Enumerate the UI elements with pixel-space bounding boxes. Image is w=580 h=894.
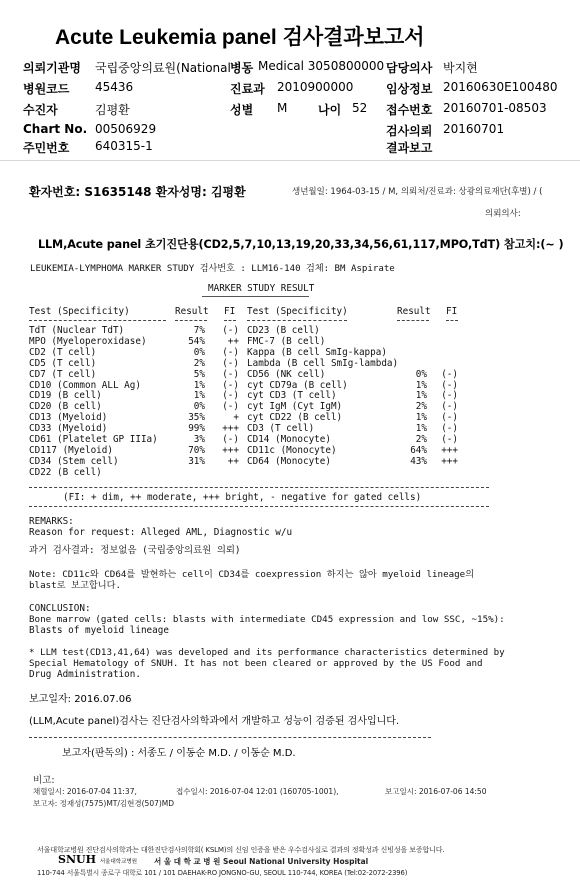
right-row-fi: (-) <box>441 423 458 435</box>
right-row-result: 64% <box>410 444 427 456</box>
value-requesting-institution: 국립중앙의료원(National <box>95 61 231 75</box>
right-row-test: cyt CD22 (B cell) <box>247 412 343 424</box>
signature-rule <box>29 737 431 738</box>
right-row-fi: (-) <box>441 401 458 413</box>
title-underline <box>202 296 309 297</box>
remarks-text: Reason for request: Alleged AML, Diagnostic w/u <box>29 527 293 538</box>
right-row-result: 1% <box>415 412 427 424</box>
left-row-result: 31% <box>188 455 205 467</box>
right-row-result: 0% <box>415 368 427 380</box>
table-bottom-rule <box>29 487 489 488</box>
label-result-report: 결과보고 <box>386 141 433 155</box>
value-patient: 김평환 <box>95 103 130 117</box>
label-requesting-institution: 의뢰기관명 <box>23 61 81 75</box>
left-row-result: 1% <box>193 379 205 391</box>
value-sex: M <box>277 101 288 115</box>
right-row-test: CD14 (Monocyte) <box>247 434 331 445</box>
right-row-test: CD64 (Monocyte) <box>247 455 331 467</box>
doctor-meta: 의뢰의사: <box>485 209 521 219</box>
left-row-fi: (-) <box>222 434 239 445</box>
right-row-result: 43% <box>410 455 427 467</box>
value-request-date: 20160701 <box>443 122 505 136</box>
label-receipt-no: 접수번호 <box>386 103 433 117</box>
right-row-test: cyt CD79a (B cell) <box>247 379 348 391</box>
left-row-result: 3% <box>193 434 205 445</box>
reporters: 보고자(판독의) : 서종도 / 이동순 M.D. / 이동순 M.D. <box>62 748 296 759</box>
left-row-fi: (-) <box>222 325 239 336</box>
left-row-fi: (-) <box>222 357 239 369</box>
left-row-test: CD5 (T cell) <box>29 357 97 369</box>
remarks-bigo: 비고: <box>33 775 55 786</box>
legend-rule <box>29 506 489 507</box>
left-row-test: CD7 (T cell) <box>29 368 97 380</box>
left-row-fi: (-) <box>222 346 239 358</box>
left-row-test: CD19 (B cell) <box>29 390 102 402</box>
underline-result-right <box>397 320 429 321</box>
left-row-result: 0% <box>193 401 205 413</box>
receipt-time: 접수일시: 2016-07-04 12:01 (160705-1001), <box>176 787 339 796</box>
value-department: 2010900000 <box>277 80 354 94</box>
page-title: Acute Leukemia panel 검사결과보고서 <box>55 26 425 49</box>
left-row-test: CD22 (B cell) <box>29 466 102 478</box>
left-row-result: 5% <box>193 368 205 380</box>
snuh-logo-subtext: 서울대학교병원 <box>99 859 138 865</box>
right-row-result: 1% <box>415 390 427 402</box>
underline-fi-right <box>446 320 458 321</box>
value-chart-no: 00506929 <box>95 122 157 136</box>
left-row-result: 7% <box>193 325 205 336</box>
right-row-fi: (-) <box>441 390 458 402</box>
left-row-fi: +++ <box>222 423 239 435</box>
left-row-result: 0% <box>193 346 205 358</box>
underline-test-right <box>247 320 347 321</box>
underline-test-left <box>29 320 166 321</box>
value-ward: Medical 3050800000 <box>258 59 385 73</box>
col-result-left: Result <box>175 306 209 317</box>
left-row-fi: ++ <box>227 335 239 347</box>
left-row-test: CD13 (Myeloid) <box>29 412 108 424</box>
left-row-test: MPO (Myeloperoxidase) <box>29 335 147 347</box>
result-title: MARKER STUDY RESULT <box>208 283 315 294</box>
right-row-fi: (-) <box>441 379 458 391</box>
left-row-test: CD33 (Myeloid) <box>29 423 108 435</box>
right-row-test: cyt IgM (Cyt IgM) <box>247 401 343 413</box>
underline-fi-left <box>224 320 236 321</box>
remarks-label: REMARKS: <box>29 516 74 527</box>
right-row-fi: (-) <box>441 368 458 380</box>
col-test-left: Test (Specificity) <box>29 306 130 317</box>
note-line-1: Note: CD11c와 CD64를 발현하는 cell이 CD34를 coexpression 하지는 않아 myeloid lineage의 <box>29 569 475 580</box>
hospital-address: 110-744 서울특별시 종로구 대학로 101 / 101 DAEHAK-RO JONGNO-GU, SEOUL 110-744, KOREA (Tel:02-2072-2396) <box>37 869 408 877</box>
right-row-result: 2% <box>415 401 427 413</box>
disclaimer-line-2: Special Hematology of SNUH. It has not been cleared or approved by the US Food and <box>29 658 483 669</box>
left-row-fi: (-) <box>222 401 239 413</box>
right-row-test: CD23 (B cell) <box>247 325 320 336</box>
label-clinical-info: 임상정보 <box>386 82 433 96</box>
right-row-result: 2% <box>415 434 427 445</box>
footer-certification: 서울대학교병원 진단검사의학과는 대한진단검사의학회( KSLM)의 신임 인증을 받은 우수검사실로 결과의 정확성과 신빙성을 보증합니다. <box>37 845 445 854</box>
note-line-2: blast로 보고합니다. <box>29 580 121 591</box>
conclusion-line-2: Blasts of myeloid lineage <box>29 625 169 636</box>
label-patient: 수진자 <box>23 103 58 117</box>
study-line: LEUKEMIA-LYMPHOMA MARKER STUDY 검사번호 : LLM16-140 검체: BM Aspirate <box>30 264 395 274</box>
value-receipt-no: 20160701-08503 <box>443 101 547 115</box>
right-row-test: Kappa (B cell SmIg-kappa) <box>247 346 387 358</box>
value-age: 52 <box>352 101 368 115</box>
right-row-test: cyt CD3 (T cell) <box>247 390 337 402</box>
right-row-fi: +++ <box>441 455 458 467</box>
reporter-ids: 보고자: 정재성(7575)MT/김현경(507)MD <box>33 799 175 808</box>
label-resident-no: 주민번호 <box>23 141 70 155</box>
value-hospital-code: 45436 <box>95 80 134 94</box>
left-row-result: 35% <box>188 412 205 424</box>
patient-line: 환자번호: S1635148 환자성명: 김평환 <box>29 185 246 199</box>
snuh-logo <box>58 853 137 866</box>
panel-title: LLM,Acute panel 초기진단용(CD2,5,7,10,13,19,20,33,34,56,61,117,MPO,TdT) 참고치:(~ ) <box>38 238 564 251</box>
label-age: 나이 <box>318 103 342 117</box>
left-row-test: CD117 (Myeloid) <box>29 444 113 456</box>
left-row-result: 99% <box>188 423 205 435</box>
disclaimer-line-3: Drug Administration. <box>29 669 141 680</box>
disclaimer-line-1: * LLM test(CD13,41,64) was developed and its performance characteristics determined by <box>29 647 505 658</box>
col-fi-right: FI <box>446 306 458 317</box>
reported-time: 보고일시: 2016-07-06 14:50 <box>385 787 487 796</box>
col-fi-left: FI <box>224 306 236 317</box>
value-doctor: 박지현 <box>443 61 478 75</box>
left-row-result: 54% <box>188 335 205 347</box>
underline-result-left <box>175 320 207 321</box>
left-row-test: CD2 (T cell) <box>29 346 97 358</box>
left-row-fi: + <box>233 412 239 424</box>
left-row-result: 70% <box>188 444 205 456</box>
patient-meta: 생년월일: 1964-03-15 / M, 의뢰처/진료과: 상광의료재단(후별) / ( <box>292 187 543 197</box>
right-row-test: Lambda (B cell SmIg-lambda) <box>247 357 399 369</box>
label-hospital-code: 병원코드 <box>23 82 70 96</box>
left-row-test: TdT (Nuclear TdT) <box>29 325 125 336</box>
label-doctor: 담당의사 <box>386 61 433 75</box>
snuh-logo-text: SNUH <box>58 853 96 866</box>
left-row-test: CD20 (B cell) <box>29 401 102 413</box>
conclusion-label: CONCLUSION: <box>29 603 91 614</box>
previous-result: 과거 검사결과: 정보없음 (국립중앙의료원 의뢰) <box>29 545 241 556</box>
value-resident-no: 640315-1 <box>95 139 153 153</box>
conclusion-line-1: Bone marrow (gated cells: blasts with intermediate CD45 expression and low SSC, ~15%): <box>29 614 505 625</box>
right-row-test: CD3 (T cell) <box>247 423 315 435</box>
label-request-date: 검사의뢰 <box>386 124 433 138</box>
right-row-result: 1% <box>415 423 427 435</box>
report-date: 보고일자: 2016.07.06 <box>29 694 132 705</box>
right-row-test: CD56 (NK cell) <box>247 368 326 380</box>
hospital-name: 서 울 대 학 교 병 원 Seoul National University Hospital <box>154 857 369 866</box>
label-sex: 성별 <box>230 103 254 117</box>
col-test-right: Test (Specificity) <box>247 306 348 317</box>
left-row-fi: (-) <box>222 390 239 402</box>
label-ward: 병동 <box>230 61 254 75</box>
left-row-fi: ++ <box>227 455 239 467</box>
collection-time: 채혈일시: 2016-07-04 11:37, <box>33 787 137 796</box>
left-row-test: CD34 (Stem cell) <box>29 455 119 467</box>
left-row-test: CD10 (Common ALL Ag) <box>29 379 141 391</box>
left-row-test: CD61 (Platelet GP IIIa) <box>29 434 158 445</box>
right-row-fi: (-) <box>441 412 458 424</box>
right-row-test: CD11c (Monocyte) <box>247 444 337 456</box>
left-row-fi: (-) <box>222 379 239 391</box>
fi-legend: (FI: + dim, ++ moderate, +++ bright, - negative for gated cells) <box>63 492 422 503</box>
right-row-fi: +++ <box>441 444 458 456</box>
development-note: (LLM,Acute panel)검사는 진단검사의학과에서 개발하고 성능이 검증된 검사입니다. <box>29 716 400 727</box>
left-row-result: 2% <box>193 357 205 369</box>
left-row-fi: (-) <box>222 368 239 380</box>
col-result-right: Result <box>397 306 431 317</box>
right-row-fi: (-) <box>441 434 458 445</box>
right-row-test: FMC-7 (B cell) <box>247 335 326 347</box>
left-row-result: 1% <box>193 390 205 402</box>
label-department: 진료과 <box>230 82 265 96</box>
value-clinical-info: 20160630E100480 <box>443 80 558 94</box>
right-row-result: 1% <box>415 379 427 391</box>
label-chart-no: Chart No. <box>23 122 88 136</box>
left-row-fi: +++ <box>222 444 239 456</box>
